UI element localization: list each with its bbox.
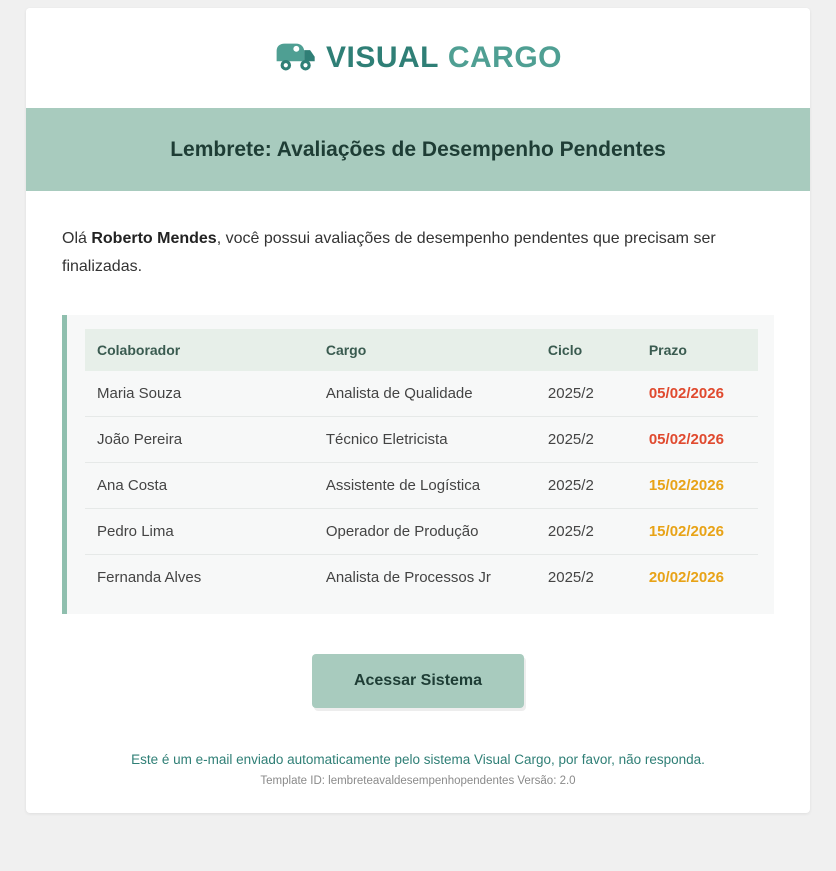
cell-colaborador: Ana Costa [85,463,314,509]
cell-colaborador: Fernanda Alves [97,569,202,587]
cell-prazo: 15/02/2026 [637,463,758,509]
cell-ciclo: 2025/2 [536,509,637,555]
column-header-prazo: Prazo [637,329,758,371]
cell-colaborador: Maria Souza [85,371,314,417]
email-container [26,8,810,813]
pending-evaluations-panel [62,315,774,614]
body-area [26,191,810,281]
greeting-suffix: , você possui avaliações de desempenho pendentes que precisam ser finalizadas. [62,230,716,276]
cargo-truck-icon [274,41,316,75]
brand-name [326,41,562,75]
footer-note: Este é um e-mail enviado automaticamente pelo sistema Visual Cargo, por favor, não responda. [131,752,705,768]
table-body [85,371,758,600]
table-header-row [85,329,758,371]
cell-ciclo: 2025/2 [536,463,637,509]
greeting-text [62,225,762,281]
table-row [85,555,758,601]
table-row [85,463,758,509]
table-row [85,509,758,555]
brand-header [26,8,810,108]
pending-evaluations-table [85,329,758,600]
column-header-cargo: Cargo [314,329,536,371]
cell-prazo: 20/02/2026 [648,569,724,587]
email-footer [26,744,810,813]
cell-prazo: 15/02/2026 [637,509,758,555]
cell-cargo: Assistente de Logística [314,463,536,509]
recipient-name: Roberto Mendes [91,230,217,248]
table-row [85,371,758,417]
greeting-prefix: Olá [62,230,92,248]
table-header [85,329,758,371]
column-header-ciclo: Ciclo [536,329,637,371]
title-banner [26,108,810,191]
footer-template-meta: Template ID: lembreteavaldesempenhopendentes Versão: 2.0 [260,775,576,788]
cell-cargo: Analista de Processos Jr [325,569,491,587]
cell-ciclo: 2025/2 [536,417,637,463]
page-title: Lembrete: Avaliações de Desempenho Pendentes [170,138,666,161]
cell-ciclo: 2025/2 [547,569,594,587]
cta-area [26,614,810,744]
brand-name-secondary: CARGO [447,41,563,74]
brand-name-primary: VISUAL [325,41,439,74]
logo [274,41,562,75]
cell-cargo: Técnico Eletricista [314,417,536,463]
cell-ciclo: 2025/2 [536,371,637,417]
access-system-button[interactable]: Acessar Sistema [312,654,524,708]
cell-colaborador: João Pereira [85,417,314,463]
cell-colaborador: Pedro Lima [85,509,314,555]
cell-cargo: Analista de Qualidade [314,371,536,417]
cell-prazo: 05/02/2026 [637,371,758,417]
cell-cargo: Operador de Produção [314,509,536,555]
column-header-colaborador: Colaborador [85,329,314,371]
table-row [85,417,758,463]
cell-prazo: 05/02/2026 [637,417,758,463]
